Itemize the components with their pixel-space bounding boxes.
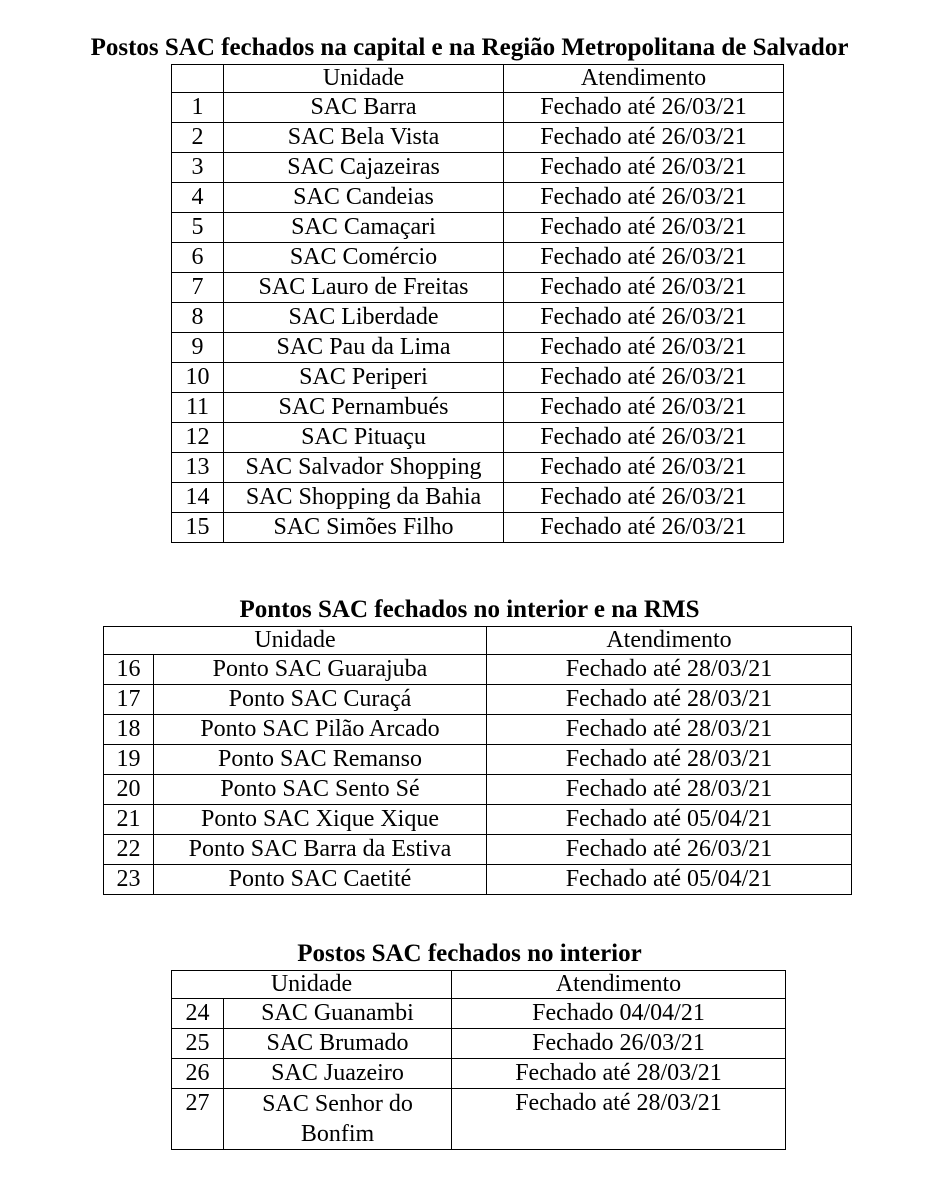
row-unit: Ponto SAC Barra da Estiva bbox=[154, 835, 487, 865]
table-row bbox=[172, 213, 784, 243]
header-unit-cell: Unidade bbox=[104, 627, 487, 655]
row-unit: Ponto SAC Guarajuba bbox=[154, 655, 487, 685]
row-status: Fechado até 26/03/21 bbox=[504, 213, 784, 243]
table-row bbox=[172, 93, 784, 123]
row-number: 8 bbox=[172, 303, 224, 333]
row-status: Fechado até 26/03/21 bbox=[504, 273, 784, 303]
row-unit: SAC Salvador Shopping bbox=[224, 453, 504, 483]
table-row bbox=[172, 1029, 786, 1059]
row-number: 17 bbox=[104, 685, 154, 715]
row-unit: SAC Brumado bbox=[224, 1029, 452, 1059]
row-status: Fechado até 28/03/21 bbox=[487, 775, 852, 805]
row-number: 19 bbox=[104, 745, 154, 775]
table-row bbox=[172, 393, 784, 423]
row-number: 7 bbox=[172, 273, 224, 303]
table-row bbox=[172, 363, 784, 393]
row-status: Fechado até 05/04/21 bbox=[487, 805, 852, 835]
row-number: 26 bbox=[172, 1059, 224, 1089]
table-row bbox=[172, 999, 786, 1029]
section-title-rms: Pontos SAC fechados no interior e na RMS bbox=[239, 596, 700, 623]
row-unit: SAC Barra bbox=[224, 93, 504, 123]
table-row bbox=[172, 483, 784, 513]
row-unit: SAC Simões Filho bbox=[224, 513, 504, 543]
table-row bbox=[104, 745, 852, 775]
row-status: Fechado até 26/03/21 bbox=[504, 333, 784, 363]
table-interior bbox=[171, 970, 786, 1150]
row-unit: SAC Lauro de Freitas bbox=[224, 273, 504, 303]
table-rms bbox=[103, 626, 852, 895]
row-number: 12 bbox=[172, 423, 224, 453]
row-number: 6 bbox=[172, 243, 224, 273]
table-header-row bbox=[172, 65, 784, 93]
row-status: Fechado até 26/03/21 bbox=[504, 93, 784, 123]
row-status: Fechado até 26/03/21 bbox=[487, 835, 852, 865]
row-unit: SAC Pau da Lima bbox=[224, 333, 504, 363]
row-status: Fechado até 28/03/21 bbox=[487, 655, 852, 685]
section-title-interior: Postos SAC fechados no interior bbox=[297, 940, 642, 967]
table-row bbox=[172, 303, 784, 333]
table-row bbox=[172, 513, 784, 543]
table-header-row bbox=[104, 627, 852, 655]
table-row bbox=[172, 243, 784, 273]
row-number: 1 bbox=[172, 93, 224, 123]
row-unit: SAC Senhor do Bonfim bbox=[224, 1089, 452, 1150]
row-status: Fechado até 26/03/21 bbox=[504, 303, 784, 333]
row-number: 4 bbox=[172, 183, 224, 213]
row-number: 18 bbox=[104, 715, 154, 745]
table-header-row bbox=[172, 971, 786, 999]
row-number: 23 bbox=[104, 865, 154, 895]
row-unit: SAC Guanambi bbox=[224, 999, 452, 1029]
row-status: Fechado até 26/03/21 bbox=[504, 483, 784, 513]
row-status: Fechado até 28/03/21 bbox=[487, 745, 852, 775]
row-unit: SAC Cajazeiras bbox=[224, 153, 504, 183]
row-unit: SAC Periperi bbox=[224, 363, 504, 393]
row-number: 16 bbox=[104, 655, 154, 685]
table-row bbox=[172, 273, 784, 303]
row-status: Fechado 26/03/21 bbox=[452, 1029, 786, 1059]
row-unit: Ponto SAC Curaçá bbox=[154, 685, 487, 715]
row-unit: SAC Candeias bbox=[224, 183, 504, 213]
table-row bbox=[104, 835, 852, 865]
table-row bbox=[104, 865, 852, 895]
row-unit: Ponto SAC Sento Sé bbox=[154, 775, 487, 805]
row-unit: SAC Shopping da Bahia bbox=[224, 483, 504, 513]
header-unit-cell: Unidade bbox=[224, 65, 504, 93]
row-unit: SAC Liberdade bbox=[224, 303, 504, 333]
row-number: 10 bbox=[172, 363, 224, 393]
row-unit: SAC Bela Vista bbox=[224, 123, 504, 153]
row-number: 15 bbox=[172, 513, 224, 543]
row-status: Fechado até 26/03/21 bbox=[504, 453, 784, 483]
table-row bbox=[172, 1089, 786, 1150]
table-row bbox=[172, 333, 784, 363]
row-status: Fechado até 26/03/21 bbox=[504, 123, 784, 153]
row-status: Fechado até 05/04/21 bbox=[487, 865, 852, 895]
table-row bbox=[172, 123, 784, 153]
row-number: 24 bbox=[172, 999, 224, 1029]
row-status: Fechado até 26/03/21 bbox=[504, 423, 784, 453]
row-status: Fechado até 26/03/21 bbox=[504, 513, 784, 543]
row-number: 2 bbox=[172, 123, 224, 153]
header-status-cell: Atendimento bbox=[452, 971, 786, 999]
table-row bbox=[104, 775, 852, 805]
table-row bbox=[172, 453, 784, 483]
table-row bbox=[104, 805, 852, 835]
row-status: Fechado até 26/03/21 bbox=[504, 393, 784, 423]
header-status-cell: Atendimento bbox=[487, 627, 852, 655]
row-number: 13 bbox=[172, 453, 224, 483]
row-status: Fechado até 28/03/21 bbox=[487, 685, 852, 715]
table-row bbox=[172, 423, 784, 453]
row-unit: SAC Camaçari bbox=[224, 213, 504, 243]
row-unit: SAC Pernambués bbox=[224, 393, 504, 423]
table-row bbox=[104, 715, 852, 745]
row-number: 20 bbox=[104, 775, 154, 805]
row-number: 25 bbox=[172, 1029, 224, 1059]
row-number: 11 bbox=[172, 393, 224, 423]
header-status-cell: Atendimento bbox=[504, 65, 784, 93]
section-title-capital: Postos SAC fechados na capital e na Região Metropolitana de Salvador bbox=[90, 34, 849, 61]
row-unit: Ponto SAC Pilão Arcado bbox=[154, 715, 487, 745]
row-number: 22 bbox=[104, 835, 154, 865]
row-number: 5 bbox=[172, 213, 224, 243]
table-row bbox=[172, 1059, 786, 1089]
row-status: Fechado até 28/03/21 bbox=[452, 1059, 786, 1089]
row-number: 21 bbox=[104, 805, 154, 835]
row-unit: SAC Comércio bbox=[224, 243, 504, 273]
table-row bbox=[172, 153, 784, 183]
row-unit: SAC Pituaçu bbox=[224, 423, 504, 453]
row-number: 9 bbox=[172, 333, 224, 363]
row-number: 3 bbox=[172, 153, 224, 183]
row-unit: Ponto SAC Remanso bbox=[154, 745, 487, 775]
row-number: 27 bbox=[172, 1089, 224, 1150]
table-row bbox=[104, 685, 852, 715]
row-status: Fechado até 28/03/21 bbox=[452, 1089, 786, 1150]
header-unit-cell: Unidade bbox=[172, 971, 452, 999]
row-unit: Ponto SAC Xique Xique bbox=[154, 805, 487, 835]
row-status: Fechado até 26/03/21 bbox=[504, 153, 784, 183]
table-row bbox=[104, 655, 852, 685]
row-status: Fechado até 26/03/21 bbox=[504, 243, 784, 273]
header-number-cell bbox=[172, 65, 224, 93]
row-status: Fechado 04/04/21 bbox=[452, 999, 786, 1029]
row-status: Fechado até 28/03/21 bbox=[487, 715, 852, 745]
row-unit: Ponto SAC Caetité bbox=[154, 865, 487, 895]
row-status: Fechado até 26/03/21 bbox=[504, 363, 784, 393]
row-unit: SAC Juazeiro bbox=[224, 1059, 452, 1089]
row-status: Fechado até 26/03/21 bbox=[504, 183, 784, 213]
table-row bbox=[172, 183, 784, 213]
table-capital bbox=[171, 64, 784, 543]
row-number: 14 bbox=[172, 483, 224, 513]
